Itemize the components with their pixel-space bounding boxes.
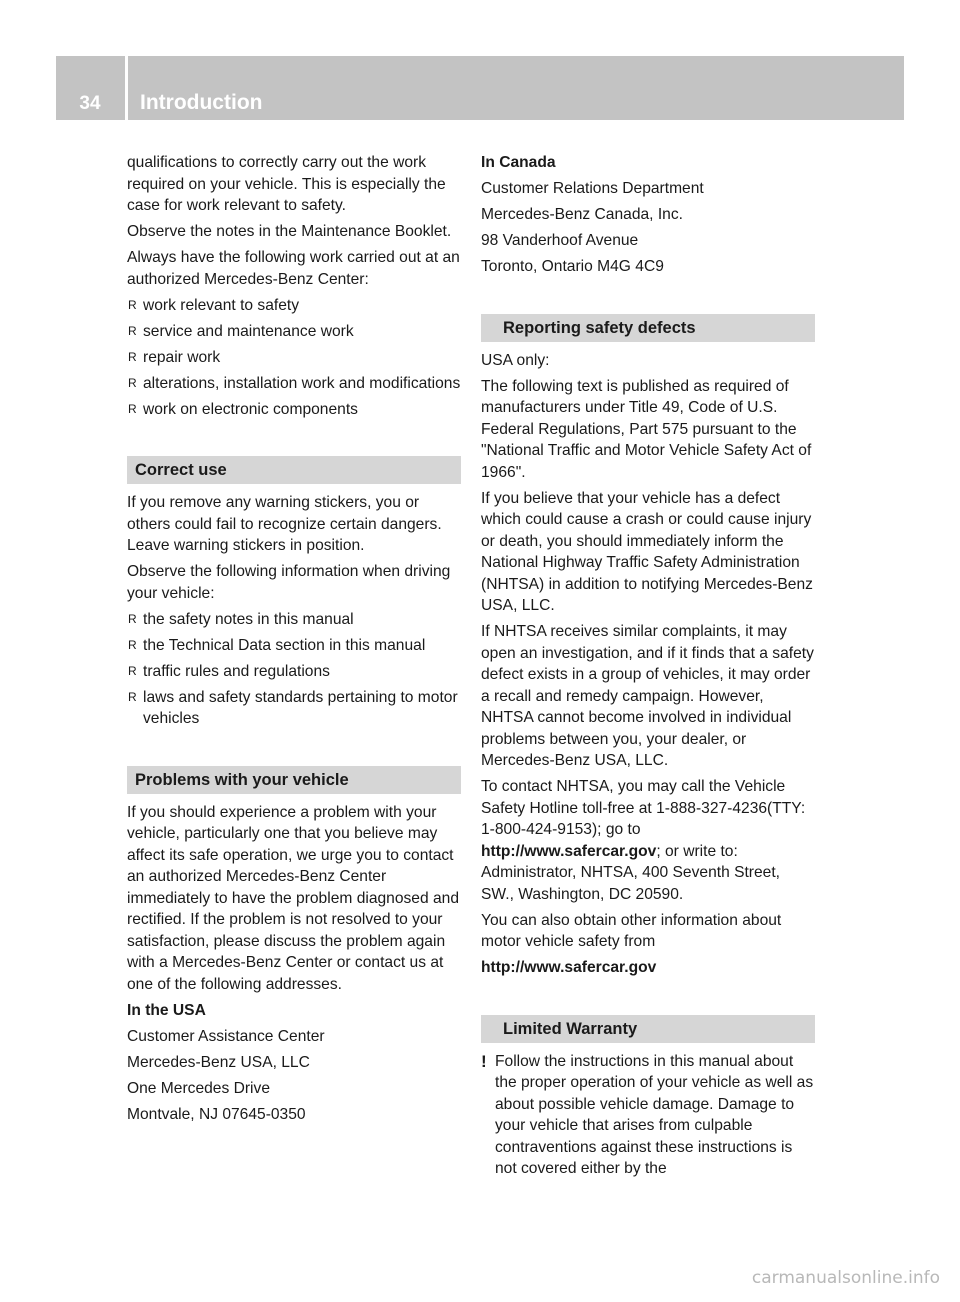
list-item: R service and maintenance work xyxy=(127,321,461,343)
driving-info-list xyxy=(127,609,461,730)
address-line: 98 Vanderhoof Avenue xyxy=(481,232,639,249)
list-item: R work relevant to safety xyxy=(127,295,461,317)
usa-address xyxy=(127,1000,461,1126)
bullet-icon: R xyxy=(128,401,137,416)
address-title: In the USA xyxy=(127,1001,206,1019)
address-title: In Canada xyxy=(481,154,556,171)
address-line: Mercedes-Benz USA, LLC xyxy=(127,1053,310,1071)
paragraph: To contact NHTSA, you may call the Vehicle Safety Hotline toll-free at 1-888-327-4236(TTY: 1-800-424-9153); go to http://www.safercar.gov; or write to: Administrator, NHTSA, 400 Seventh Street, SW., Washington, DC 20590. xyxy=(481,778,806,903)
intro-paragraph: qualifications to correctly carry out the work required on your vehicle. This is especially the case for work relevant to safety. xyxy=(127,154,446,214)
paragraph: If NHTSA receives similar complaints, it may open an investigation, and if it finds that a safety defect exists in a group of vehicles, it may order a recall and remedy campaign. However, NHTSA cannot become involved in individual problems between you, your dealer, or Mercedes-Benz USA, LLC. xyxy=(481,623,814,769)
address-line: Customer Assistance Center xyxy=(127,1027,325,1045)
paragraph: You can also obtain other information about motor vehicle safety from xyxy=(481,911,782,950)
warning-note xyxy=(481,1051,815,1180)
paragraph: USA only: xyxy=(481,351,550,369)
paragraph: Observe the following information when driving your vehicle: xyxy=(127,563,451,602)
bullet-icon: R xyxy=(128,323,137,338)
section-heading-reporting: Reporting safety defects xyxy=(481,314,815,342)
paragraph: If you should experience a problem with your vehicle, particularly one that you believe may affect its safe operation, we urge you to contact an authorized Mercedes-Benz Center immediately to have the problem diagnosed and rectified. If the problem is not resolved to your satisfaction, please discuss the problem again with a Mercedes-Benz Center or contact us at one of the following addresses. xyxy=(127,803,460,993)
address-line: Montvale, NJ 07645-0350 xyxy=(127,1105,306,1123)
list-item: R traffic rules and regulations xyxy=(127,661,461,683)
list-item: R the safety notes in this manual xyxy=(127,609,461,631)
paragraph: The following text is published as required of manufacturers under Title 49, Code of U.S. Federal Regulations, Part 575 pursuant to the "National Traffic and Motor Vehicle Safety Act of 1966". xyxy=(481,377,812,481)
warning-text: Follow the instructions in this manual about the proper operation of your vehicle as well as about possible vehicle damage. Damage to your vehicle that arises from culpable contraventions against these instructions is not covered either by the xyxy=(495,1052,814,1177)
section-heading-warranty: Limited Warranty xyxy=(481,1015,815,1043)
paragraph: If you remove any warning stickers, you or others could fail to recognize certain dangers. Leave warning stickers in position. xyxy=(127,494,442,554)
address-line: One Mercedes Drive xyxy=(127,1079,270,1097)
work-list xyxy=(127,295,461,421)
section-title: Introduction xyxy=(140,91,263,114)
left-column xyxy=(127,152,461,1130)
page-number: 34 xyxy=(79,93,101,114)
list-item: R the Technical Data section in this manual xyxy=(127,635,461,657)
safercar-link[interactable]: http://www.safercar.gov xyxy=(481,959,657,976)
bullet-icon: R xyxy=(128,663,137,678)
safercar-link[interactable]: http://www.safercar.gov xyxy=(481,842,657,860)
bullet-icon: R xyxy=(128,611,137,626)
warning-icon: ! xyxy=(481,1051,487,1071)
list-item: R alterations, installation work and modifications xyxy=(127,373,461,395)
bullet-icon: R xyxy=(128,689,137,704)
canada-address xyxy=(481,152,815,278)
paragraph: If you believe that your vehicle has a defect which could cause a crash or could cause injury or death, you should immediately inform the National Highway Traffic Safety Administration (NHTSA) in addition to notifying Mercedes-Benz USA, LLC. xyxy=(481,489,813,614)
bullet-icon: R xyxy=(128,637,137,652)
list-item: R work on electronic components xyxy=(127,399,461,421)
section-heading-problems: Problems with your vehicle xyxy=(127,766,461,794)
bullet-icon: R xyxy=(128,375,137,390)
list-item: R laws and safety standards pertaining to motor vehicles xyxy=(128,688,458,727)
page-header xyxy=(56,56,904,120)
address-line: Mercedes-Benz Canada, Inc. xyxy=(481,206,683,223)
header-divider xyxy=(125,56,128,120)
intro-paragraph: Observe the notes in the Maintenance Booklet. xyxy=(127,223,452,240)
intro-paragraph: Always have the following work carried out at an authorized Mercedes-Benz Center: xyxy=(127,249,460,288)
address-line: Customer Relations Department xyxy=(481,180,704,197)
bullet-icon: R xyxy=(128,297,137,312)
list-item: R repair work xyxy=(127,347,461,369)
section-heading-correct-use: Correct use xyxy=(127,456,461,484)
address-line: Toronto, Ontario M4G 4C9 xyxy=(481,258,664,275)
watermark: carmanualsonline.info xyxy=(751,1268,940,1288)
bullet-icon: R xyxy=(128,349,137,364)
right-column xyxy=(481,152,815,1184)
